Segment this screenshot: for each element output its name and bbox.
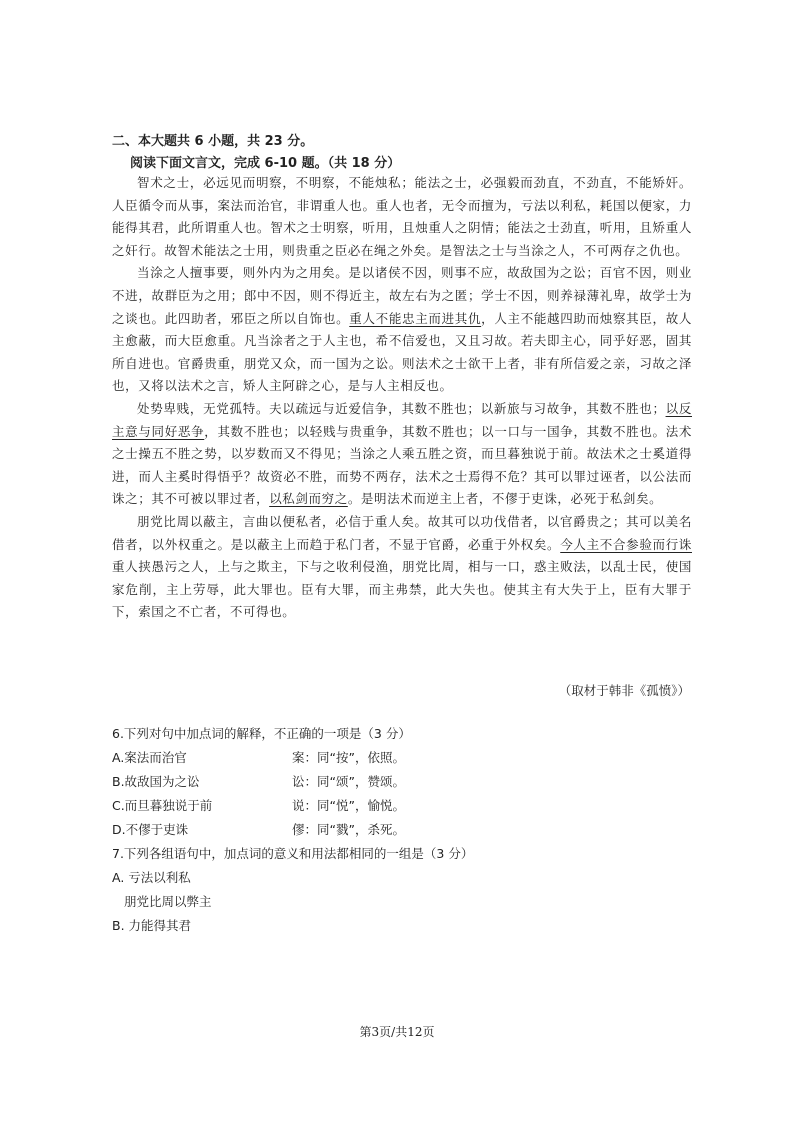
question-6-option-d: D.不僇于吏诛 僇：同“戮”，杀死。 (112, 822, 405, 837)
passage-paragraph-2 (112, 262, 692, 398)
question-6-option-b: B.故敌国为之讼 讼：同“颂”，赞颂。 (112, 774, 405, 789)
passage-text: 重人挟愚污之人，上与之欺主，下与之收利侵渔，朋党比周，相与一口，惑主败法，以乱士民，使国家危削，主上劳辱，此大罪也。臣有大罪，而主弗禁，此大失也。使其主有大失于上，臣有大罪于下，索国之不亡者，不可得也。 (112, 559, 692, 620)
passage-text: ，人主不能越四助而烛察其臣，故人主愈蔽，而大臣愈重。凡当涂者之于人主也，希不信爱也，又且习故。若夫即主心，同乎好恶，固其所自进也。官爵贵重，朋党又众，而一国为之讼。则法术之士欲干上者，非有所信爱之亲，习故之泽也，又将以法术之言，矫人主阿辟之心，是与人主相反也。 (112, 310, 692, 394)
passage-text: 处势卑贱，无党孤特。夫以疏远与近爱信争，其数不胜也；以新旅与习故争，其数不胜也； (137, 400, 666, 416)
classical-passage (112, 172, 692, 624)
passage-paragraph-1: 智术之士，必远见而明察，不明察，不能烛私；能法之士，必强毅而劲直，不劲直，不能矫奸。人臣循令而从事，案法而治官，非谓重人也。重人也者，无令而擅为，亏法以利私，耗国以便家，力能得其君，此所谓重人也。智术之士明察，听用，且烛重人之阴情；能法之士劲直，听用，且矫重人之奸行。故智术能法之士用，则贵重之臣必在绳之外矣。是智法之士与当涂之人，不可两存之仇也。 (112, 175, 692, 258)
passage-text: ，其数不胜也；以轻贱与贵重争，其数不胜也；以一口与一国争，其数不胜也。法术之士操五不胜之势，以岁数而又不得见；当涂之人乘五胜之资，而旦暮独说于前。故法术之士奚道得进，而人主奚时得悟乎？故资必不胜，而势不两存，法术之士焉得不危？其可以罪过诬者，以公法而诛之；其不可被以罪过者， (112, 423, 693, 507)
underlined-sentence: 重人不能忠主而进其仇 (349, 310, 482, 326)
underlined-sentence: 以反主意与同好恶争 (112, 400, 692, 439)
question-6-option-c: C.而旦暮独说于前 说：同“悦”，愉悦。 (112, 798, 405, 813)
section-title: 二、本大题共 6 小题，共 23 分。 (112, 134, 314, 149)
question-6-stem: 6.下列对句中加点词的解释，不正确的一项是（3 分） (112, 726, 411, 741)
question-7-option-a-line2: 朋党比周以弊主 (124, 894, 212, 909)
questions-block (112, 722, 692, 938)
passage-paragraph-4 (112, 511, 692, 624)
passage-text: 。是明法术而逆主上者，不僇于吏诛，必死于私剑矣。 (347, 491, 663, 507)
question-7-option-a-line1: A. 亏法以利私 (112, 870, 191, 885)
page-number: 第3页/共12页 (359, 1025, 435, 1039)
underlined-sentence: 今人主不合参验而行诛 (560, 536, 692, 552)
passage-text: 当涂之人擅事要，则外内为之用矣。是以诸侯不因，则事不应，故敌国为之讼；百官不因，则业不进，故群臣为之用；郎中不因，则不得近主，故左右为之匿；学士不因，则养禄薄礼卑，故学士为之谈也。此四助者，邪臣之所以自饰也。 (112, 265, 692, 326)
question-6-option-a: A.案法而治官 案：同“按”，依照。 (112, 750, 405, 765)
passage-source: （取材于韩非《孤愤》） (558, 683, 690, 698)
underlined-sentence: 以私剑而穷之 (269, 491, 348, 507)
reading-instruction: 阅读下面文言文，完成 6-10 题。（共 18 分） (130, 156, 401, 171)
question-7-option-b-line1: B. 力能得其君 (112, 918, 192, 933)
question-7-stem: 7.下列各组语句中，加点词的意义和用法都相同的一组是（3 分） (112, 846, 474, 861)
passage-text: 朋党比周以蔽主，言曲以便私者，必信于重人矣。故其可以功伐借者，以官爵贵之；其可以美名借者，以外权重之。是以蔽主上而趋于私门者，不显于官爵，必重于外权矣。 (112, 513, 692, 552)
passage-paragraph-3 (112, 398, 692, 511)
